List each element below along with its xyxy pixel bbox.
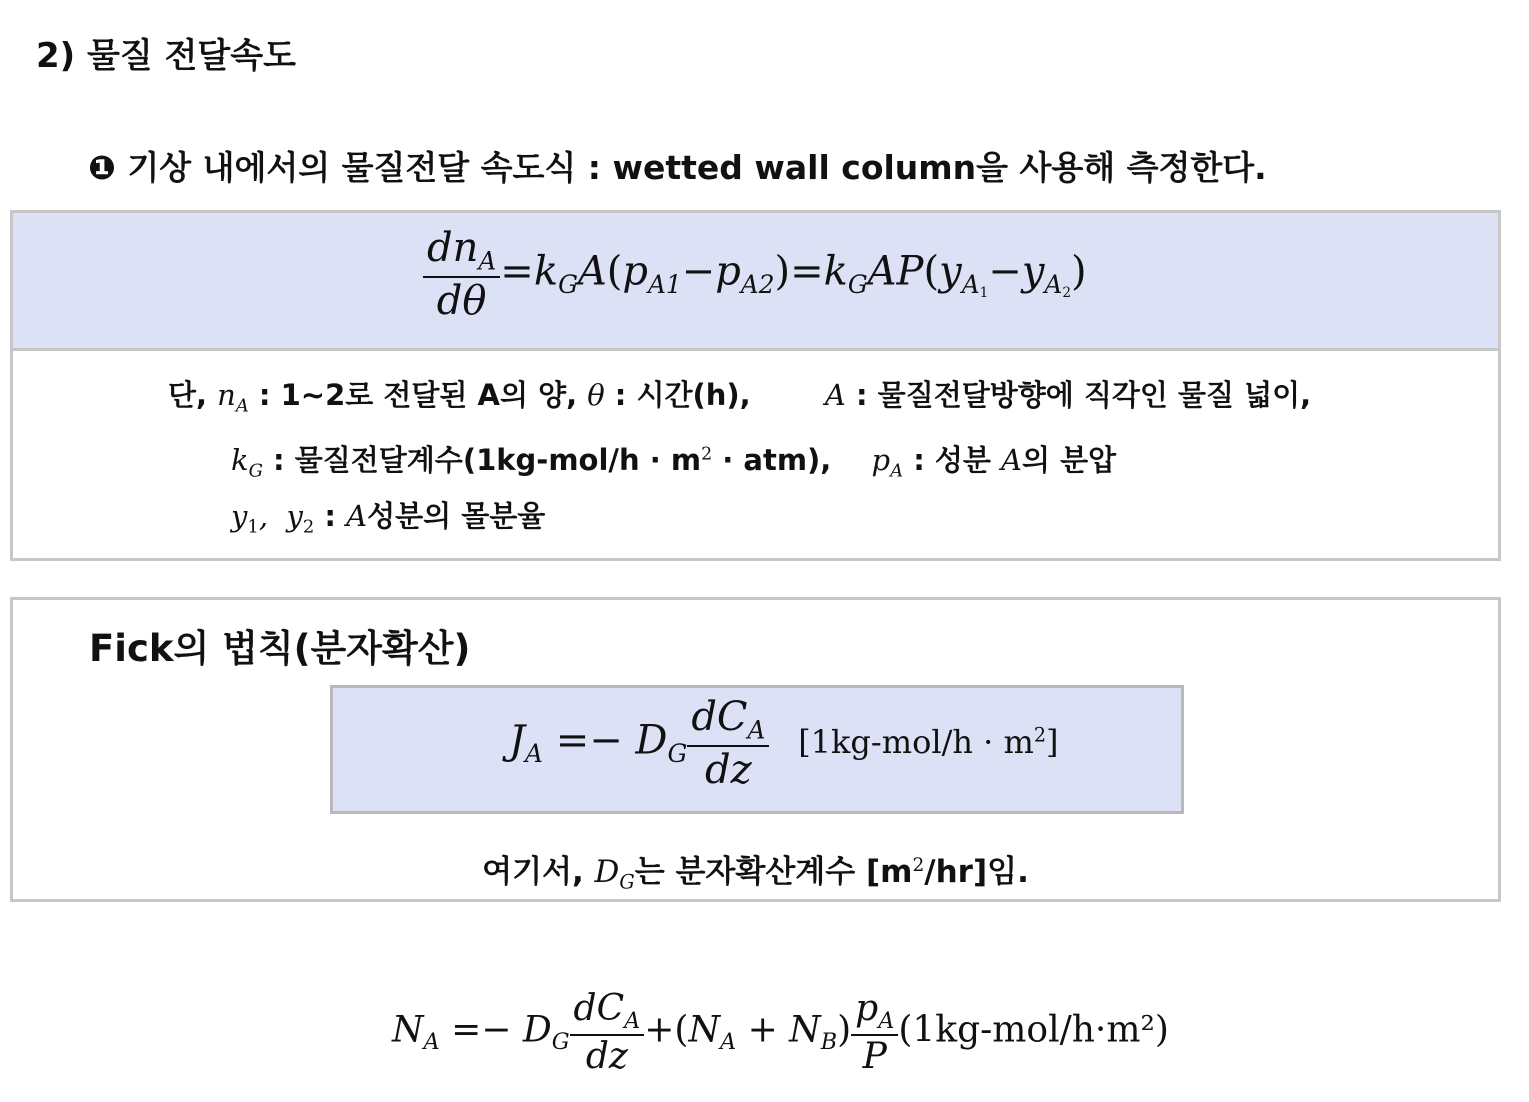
definition-line-3: $y_1$, $y_2$ : A성분의 몰분율 [231, 499, 546, 538]
def-pA: : 성분 [913, 443, 991, 477]
def-y: : [324, 499, 337, 533]
fick-note: 여기서, $D_G$는 분자확산계수 $[m^2/hr]$임. [482, 854, 1029, 894]
definition-line-2: $k_G$ : 물질전달계수$(1kg-mol/h \cdot m^2 \cdot atm)$, $p_A$ : 성분 A의 분압 [231, 443, 1117, 482]
item-heading: ❶ 기상 내에서의 물질전달 속도식 : wetted wall column을 사용해 측정한다. [88, 148, 1267, 187]
pA-P-fraction: $\frac{p_A}{P}$ [851, 988, 898, 1077]
def-A: : 물질전달방향에 직각인 물질 넓이, [855, 378, 1312, 412]
def-theta: : 시간(h), [614, 378, 751, 412]
fick-note-pre: 여기서, [482, 854, 584, 890]
fick-unit-sup: 2 [1033, 723, 1047, 747]
fick-unit-close: ] [1046, 723, 1059, 762]
rate-equation-panel [13, 213, 1498, 351]
total-flux-equation: $N_A =- D_G$ $\frac{dC_A}{dz}$ $+(N_A + N_B)$ $\frac{p_A}{P}$ (1kg-mol/h·m²) [392, 988, 1169, 1077]
fick-note-post: /hr]임. [924, 854, 1029, 890]
fick-note-sup: 2 [912, 854, 925, 876]
definition-prefix: 단, [168, 378, 208, 412]
def-y-tail: 성분의 몰분율 [367, 499, 546, 533]
fick-equation-panel [330, 685, 1184, 814]
def-pA-tail: 의 분압 [1022, 443, 1117, 477]
rate-equation: $\frac{dn_A}{d\theta}$ $=k_GA(p_{A1}-p_{A2})=k_GAP(y_{A1}-y_{A2})$ [423, 225, 1087, 324]
section-title: 2) 물질 전달속도 [36, 36, 296, 76]
eq3-unit: (1kg-mol/h·m²) [898, 1009, 1169, 1051]
dCA-dz-fraction: $\frac{dC_A}{dz}$ [687, 694, 769, 793]
def-kG: : 물질전달계수(1kg-mol/h · m [273, 443, 702, 477]
def-nA: : 1~2로 전달된 A의 양, [258, 378, 578, 412]
mass-transfer-rate-box [10, 210, 1501, 561]
fick-note-mid: 는 분자확산계수 [m [634, 854, 913, 890]
fick-unit: [1kg-mol/h · m [798, 723, 1034, 762]
fick-equation: $J_A =- D_G$ $\frac{dC_A}{dz}$ $[1kg-mol/h \cdot m^2]$ [509, 694, 1059, 793]
def-kG-tail: · atm), [712, 443, 832, 477]
fick-law-box [10, 597, 1501, 902]
definition-line-1: 단, $n_A$ : 1~2로 전달된 A의 양, θ : 시간(h), A : 물질전달방향에 직각인 물질 넓이, [168, 378, 1312, 417]
fick-law-title: Fick의 법칙(분자확산) [89, 627, 471, 670]
dnA-dtheta-fraction: $\frac{dn_A}{d\theta}$ [423, 225, 500, 324]
eq3-dCA-dz-fraction: $\frac{dC_A}{dz}$ [570, 988, 645, 1077]
def-kG-sup: 2 [701, 444, 713, 465]
